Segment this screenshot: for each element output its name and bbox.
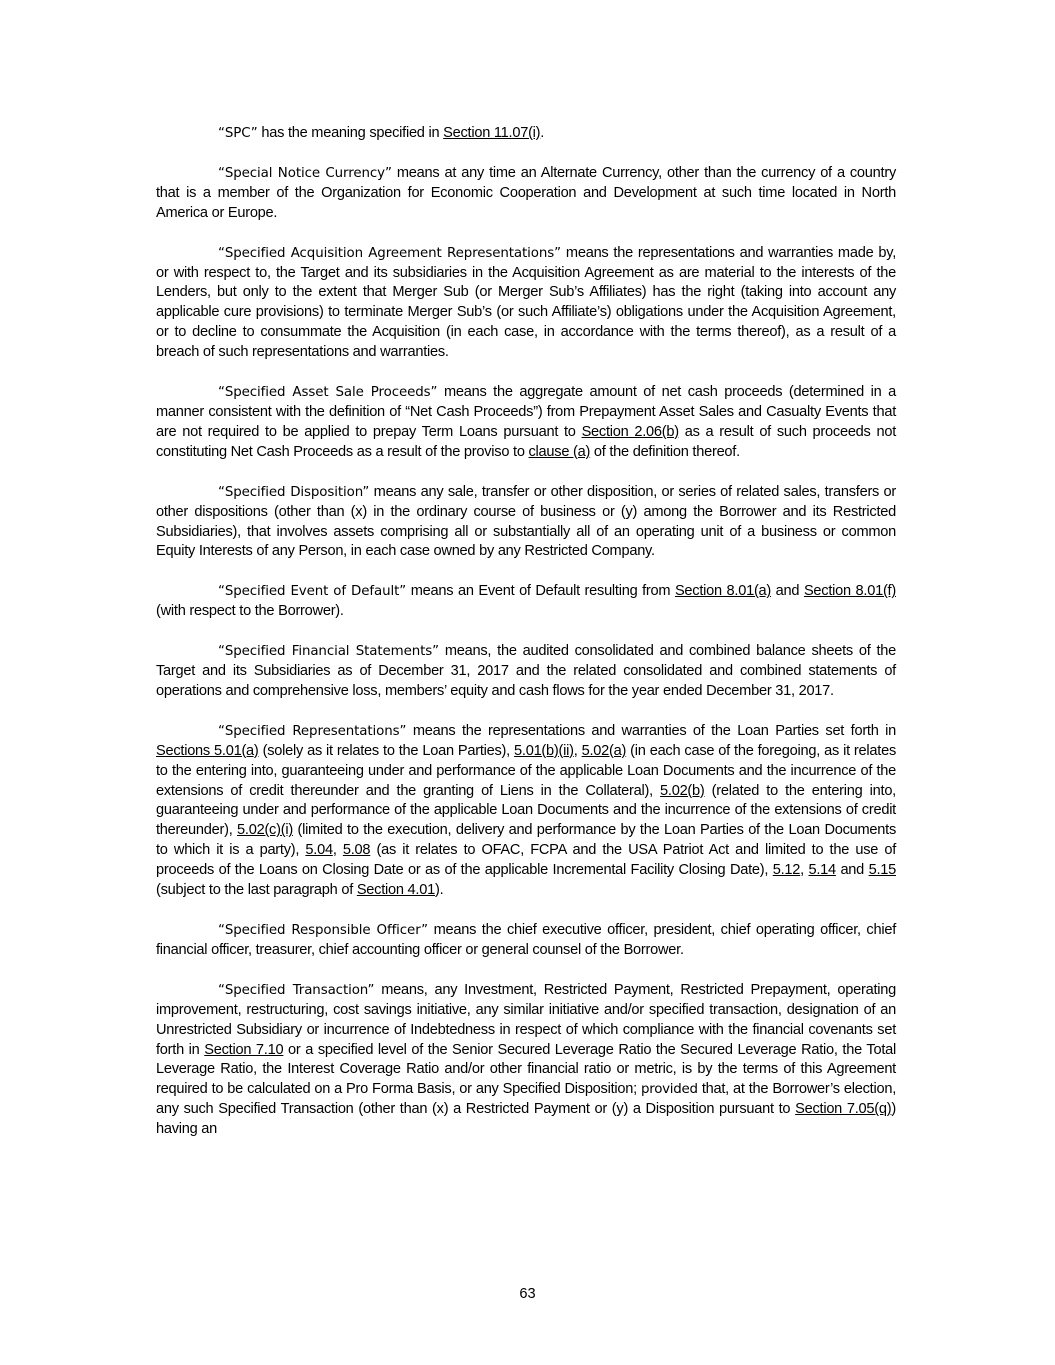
cross-reference-link[interactable]: 5.01(b)(ii): [514, 742, 574, 759]
definition-text: .: [540, 125, 545, 141]
cross-reference-link[interactable]: Section 11.07(i): [443, 125, 541, 141]
defined-term: “Specified Asset Sale Proceeds”: [218, 385, 438, 401]
definition-paragraph: [156, 483, 896, 563]
cross-reference-link[interactable]: 5.02(b): [660, 782, 705, 799]
definition-text: means any sale, transfer or other disposition, or series of related sales, transfers or other dispositions (other than (x) in the ordinary course of business or (y) among the Borrower and its Restricted Subsidiaries), that involves assets comprising all or substantially all of an operating unit of a business or common Equity Interests of any Person, in each case owned by any Restricted Company.: [156, 483, 896, 560]
cross-reference-link[interactable]: Section 4.01: [356, 882, 435, 899]
cross-reference-link[interactable]: 5.15: [868, 862, 896, 879]
defined-term: “Specified Event of Default”: [218, 584, 407, 600]
defined-term: “SPC”: [218, 126, 258, 141]
definition-text: ).: [434, 882, 444, 899]
definition-paragraph: [156, 124, 896, 144]
definition-text: and: [835, 862, 869, 879]
definition-text: means, the audited consolidated and combined balance sheets of the Target and its Subsidiaries as of December 31, 2017 and the related consolidated and combined statements of operations and comprehensive loss, members’ equity and cash flows for the year ended December 31, 2017.: [156, 643, 896, 699]
cross-reference-link[interactable]: Sections 5.01(a): [156, 742, 259, 759]
page-number: 63: [519, 1286, 536, 1302]
cross-reference-link[interactable]: Section 7.10: [204, 1041, 284, 1058]
definition-text: means, any Investment, Restricted Payment, Restricted Prepayment, operating improvement, restructuring, cost savings initiative, any similar initiative and/or specified transaction, designation of an Unrestricted Subsidiary or incurrence of Indebtedness in respect of which compliance with the financial covenants set forth in: [156, 981, 896, 1058]
definition-text: that, at the Borrower’s election, any such Specified Transaction (other than (x) a Restricted Payment or (y) a Disposition pursuant to: [156, 1081, 896, 1118]
cross-reference-link[interactable]: 5.12: [772, 862, 801, 879]
cross-reference-link[interactable]: 5.02(a): [581, 742, 627, 759]
defined-term: “Specified Transaction”: [218, 982, 375, 998]
definition-text: ,: [573, 742, 582, 759]
proviso-word: provided: [640, 1082, 698, 1098]
definition-text: as a result of such proceeds not constituting Net Cash Proceeds as a result of the proviso to: [156, 423, 897, 460]
cross-reference-link[interactable]: Section 2.06(b): [581, 423, 679, 440]
definition-paragraph: [156, 244, 896, 363]
definition-text: or a specified level of the Senior Secured Leverage Ratio the Secured Leverage Ratio, the Total Leverage Ratio, the Interest Coverage Ratio and/or other financial ratio or metric, is by the terms of this Agreement required to be calculated on a Pro Forma Basis, or any Specified Disposition;: [156, 1041, 896, 1098]
cross-reference-link[interactable]: Section 8.01(f): [803, 583, 896, 600]
cross-reference-link[interactable]: 5.04: [305, 842, 333, 859]
definition-paragraph: [156, 164, 896, 224]
cross-reference-link[interactable]: Section 7.05(q): [795, 1101, 892, 1118]
defined-term: “Specified Responsible Officer”: [218, 923, 429, 938]
definition-text: (with respect to the Borrower).: [156, 603, 344, 620]
definition-text: means the representations and warranties of the Loan Parties set forth in: [406, 722, 896, 739]
definition-text: ) having an: [156, 1101, 896, 1138]
definition-paragraph: [156, 921, 896, 961]
definition-text: of the definition thereof.: [590, 443, 740, 460]
definition-text: and: [771, 583, 804, 600]
definition-text: has the meaning specified in: [257, 125, 444, 141]
document-page: [156, 124, 896, 1160]
definition-text: (in each case of the foregoing, as it relates to the entering into, guaranteeing under and performance of the applicable Loan Documents and the incurrence of the extensions of credit thereunder and the granting of Liens in the Collateral),: [156, 742, 896, 799]
definition-paragraph: [156, 582, 896, 622]
defined-term: “Specified Acquisition Agreement Representations”: [218, 245, 561, 261]
definition-text: means the representations and warranties made by, or with respect to, the Target and its subsidiaries in the Acquisition Agreement as are material to the interests of the Lenders, but only to the extent that Merger Sub (or Merger Sub’s Affiliates) has the right (taking into account any applicable cure provisions) to terminate Merger Sub’s (or such Affiliate’s) obligations under the Acquisition Agreement, or to decline to consummate the Acquisition (in each case, in accordance with the terms thereof), as a result of a breach of such representations and warranties.: [156, 244, 896, 361]
definition-text: ,: [800, 862, 809, 879]
definition-paragraph: [156, 642, 896, 702]
definition-text: (solely as it relates to the Loan Parties),: [258, 742, 515, 759]
definition-paragraph: [156, 981, 896, 1140]
definition-text: means at any time an Alternate Currency, other than the currency of a country that is a member of the Organization for Economic Cooperation and Development at such time located in North America or Europe.: [156, 164, 896, 221]
definition-paragraph: [156, 383, 896, 463]
defined-term: “Specified Disposition”: [218, 484, 370, 500]
cross-reference-link[interactable]: clause (a): [528, 443, 591, 460]
cross-reference-link[interactable]: 5.14: [808, 862, 836, 879]
definition-text: (related to the entering into, guaranteeing under and performance of the applicable Loan Documents and the incurrence of the extensions of credit thereunder),: [156, 782, 896, 839]
definitions-list: [156, 124, 896, 1140]
definition-text: (subject to the last paragraph of: [156, 882, 357, 899]
cross-reference-link[interactable]: 5.08: [342, 842, 371, 859]
cross-reference-link[interactable]: Section 8.01(a): [674, 583, 772, 600]
definition-text: means the aggregate amount of net cash proceeds (determined in a manner consistent with the definition of “Net Cash Proceeds”) from Prepayment Asset Sales and Casualty Events that are not required to be applied to prepay Term Loans pursuant to: [156, 384, 896, 440]
cross-reference-link[interactable]: 5.02(c)(i): [237, 822, 293, 839]
definition-text: (limited to the execution, delivery and performance by the Loan Parties of the Loan Documents to which it is a party),: [156, 822, 897, 859]
definition-text: means the chief executive officer, president, chief operating officer, chief financial officer, treasurer, chief accounting officer or general counsel of the Borrower.: [156, 922, 897, 958]
definition-text: ,: [332, 842, 343, 859]
defined-term: “Specified Financial Statements”: [218, 644, 439, 660]
defined-term: “Specified Representations”: [218, 723, 407, 739]
definition-text: (as it relates to OFAC, FCPA and the USA Patriot Act and limited to the use of proceeds of the Loans on Closing Date or as of the applicable Incremental Facility Closing Date),: [156, 842, 897, 879]
defined-term: “Special Notice Currency”: [218, 165, 392, 181]
definition-text: means an Event of Default resulting from: [406, 583, 675, 600]
definition-paragraph: [156, 722, 896, 901]
